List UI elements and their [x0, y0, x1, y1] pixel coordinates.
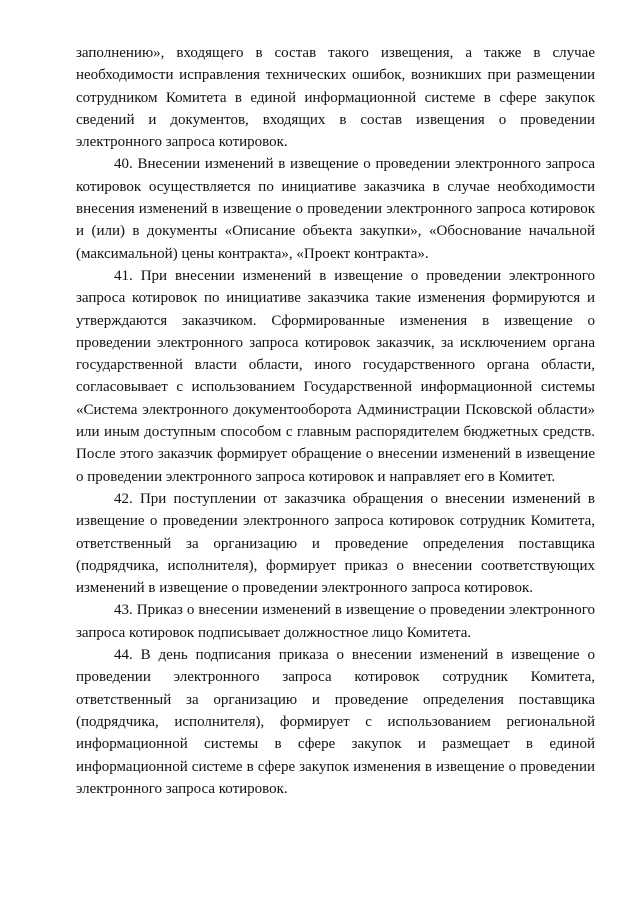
- paragraph-43: 43. Приказ о внесении изменений в извещение о проведении электронного запроса котировок подписывает должностное лицо Комитета.: [76, 602, 595, 641]
- paragraph-44: 44. В день подписания приказа о внесении изменений в извещение о проведении электронного запроса котировок сотрудник Комитета, ответственный за организацию и проведение определения поставщика (подрядчика, исполнителя), формирует с использованием региональной информационной системы в сфере закупок и размещает в единой информационной системе в сфере закупок изменения в извещение о проведении электронного запроса котировок.: [76, 647, 595, 797]
- paragraph-40: 40. Внесении изменений в извещение о проведении электронного запроса котировок осуществляется по инициативе заказчика в случае необходимости внесения изменений в извещение о проведении электронного запроса котировок и (или) в документы «Описание объекта закупки», «Обоснование начальной (максимальной) цены контракта», «Проект контракта».: [76, 156, 595, 262]
- paragraph-continued: заполнению», входящего в состав такого извещения, а также в случае необходимости исправления технических ошибок, возникших при размещении сотрудником Комитета в единой информационной системе в сфере закупок сведений и документов, входящих в состав извещения о проведении электронного запроса котировок.: [76, 45, 595, 151]
- paragraph-41: 41. При внесении изменений в извещение о проведении электронного запроса котировок по инициативе заказчика такие изменения формируются и утверждаются заказчиком. Сформированные изменения в извещение о проведении электронного запроса котировок заказчик, за исключением органа государственной власти области, иного государственного органа области, согласовывает с использованием Государственной информационной системы «Система электронного документооборота Администрации Псковской области» или иным доступным способом с главным распорядителем бюджетных средств. После этого заказчик формирует обращение о внесении изменений в извещение о проведении электронного запроса котировок и направляет его в Комитет.: [76, 267, 595, 485]
- document-body: [76, 42, 595, 800]
- paragraph-42: 42. При поступлении от заказчика обращения о внесении изменений в извещение о проведении электронного запроса котировок сотрудник Комитета, ответственный за организацию и проведение определения поставщика (подрядчика, исполнителя), формирует приказ о внесении соответствующих изменений в извещение о проведении электронного запроса котировок.: [76, 490, 595, 597]
